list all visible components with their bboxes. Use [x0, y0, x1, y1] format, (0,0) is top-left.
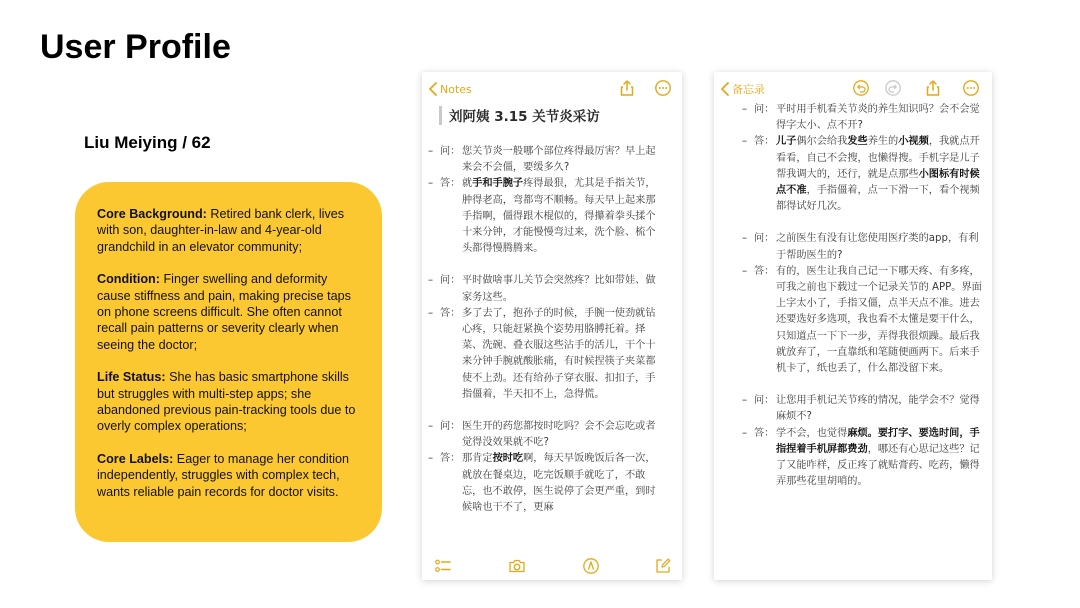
qa-block	[422, 144, 658, 257]
body-text: 平时做啥事儿关节会突然疼？比如带娃、做家务这些。	[462, 275, 656, 303]
more-icon[interactable]	[654, 79, 672, 97]
answer-line	[736, 264, 984, 377]
more-icon[interactable]	[962, 79, 980, 97]
section-text: Finger swelling and deformity cause stiffness and pain, making precise taps on phone screens difficult. She often cannot recall pain patterns or severity clearly when seeing the doctor;	[97, 272, 351, 352]
qa-label: 问：	[440, 146, 461, 157]
note-body[interactable]	[422, 144, 658, 516]
body-text: 之前医生有没有让您使用医疗类的app，有利于帮助医生的?	[776, 233, 979, 261]
body-text: 偶尔会给我	[796, 136, 848, 148]
section-label: Core Labels:	[97, 452, 174, 467]
bullet-dash: –	[428, 146, 434, 157]
notes-screen-right	[714, 72, 992, 580]
section-label: Condition:	[97, 272, 160, 287]
body-text: 有的，医生让我自己记一下哪天疼、有多疼，可我之前也下载过一个记录关节的 APP。界面上字太小了，手指又僵，点半天点不准。进去还要选好多选项，我也看不太懂是要干什么，只知道点一下下一步，弄得我很烦躁。最后我就放弃了，一直靠纸和笔随便画两下。后来手机卡了，纸也丢了，什么都没留下来。	[776, 265, 982, 375]
page-title: User Profile	[40, 28, 231, 66]
question-line	[736, 102, 984, 134]
body-text: ，我就点开看看，自己不会搜，也懒得搜。手机字是儿子帮我调大的，还行，就是点那些	[776, 136, 980, 180]
bullet-dash: –	[428, 421, 434, 433]
chevron-left-icon	[720, 82, 730, 96]
checklist-icon[interactable]	[434, 557, 452, 575]
persona-name: Liu Meiying / 62	[84, 133, 211, 152]
question-line	[736, 231, 984, 263]
note-body[interactable]	[736, 102, 984, 490]
emphasis-text: 发些	[847, 136, 868, 148]
qa-label: 答：	[754, 265, 775, 277]
compose-icon[interactable]	[654, 557, 672, 575]
back-button[interactable]	[428, 80, 472, 98]
redo-icon[interactable]	[884, 79, 902, 97]
qa-block	[422, 273, 658, 403]
qa-block	[736, 102, 984, 215]
emphasis-text: 麻烦。要打字、要选时间，手指捏着手机屏都费劲	[776, 427, 980, 455]
note-title: 刘阿姨 3.15 关节炎采访	[449, 109, 600, 125]
emphasis-text: 按时吃	[492, 453, 524, 465]
answer-line	[736, 426, 984, 491]
body-text: 疼得最狠，尤其是手指关节，肿得老高，弯都弯不顺畅。每天早上起来那手指啊，僵得跟木棍似的，得攥着拳头揉个十来分钟，才能慢慢弯过来，洗个脸、梳个头都得慢腾腾来。	[462, 178, 656, 255]
qa-block	[736, 231, 984, 377]
bullet-dash: –	[428, 178, 434, 190]
question-line	[422, 144, 658, 176]
bullet-dash: –	[428, 275, 434, 287]
back-button[interactable]	[720, 80, 765, 98]
qa-label: 答：	[754, 427, 775, 439]
qa-label: 问：	[754, 104, 775, 115]
body-text: 那肯定	[462, 453, 493, 465]
emphasis-text: 儿子	[776, 136, 797, 148]
qa-block	[422, 419, 658, 516]
profile-section-background	[97, 206, 362, 255]
profile-section-core-labels	[97, 451, 362, 500]
bullet-dash: –	[428, 453, 434, 465]
bullet-dash: –	[742, 427, 748, 439]
answer-line	[422, 306, 658, 403]
back-label: 备忘录	[732, 83, 765, 96]
body-text: 养生的	[867, 136, 899, 148]
camera-icon[interactable]	[508, 557, 526, 575]
bullet-dash: –	[742, 104, 748, 115]
bullet-dash: –	[428, 307, 434, 319]
qa-label: 问：	[440, 275, 461, 287]
body-text: 学不会，也觉得	[776, 427, 848, 439]
body-text: ，哪还有心思记这些？记了又能咋样，反正疼了就贴膏药、吃药，懒得弄那些花里胡哨的。	[776, 443, 980, 488]
bullet-dash: –	[742, 233, 748, 245]
bullet-dash: –	[742, 265, 748, 277]
profile-section-life-status	[97, 369, 362, 434]
note-title-bar	[439, 106, 600, 125]
qa-label: 问：	[440, 421, 461, 433]
qa-label: 问：	[754, 395, 775, 407]
section-label: Core Background:	[97, 207, 207, 221]
section-text: Eager to manage her condition independently, struggles with complex tech, wants reliable pain records for doctor visits.	[97, 452, 350, 499]
profile-section-condition	[97, 271, 362, 352]
question-line	[736, 393, 984, 425]
body-text: 啊，每天早饭晚饭后各一次，就放在餐桌边，吃完饭顺手就吃了，不敢忘，也不敢停，医生说停了会更严重，到时候啥也干不了，更麻	[462, 453, 656, 514]
body-text: 医生开的药您都按时吃吗？会不会忘吃或者觉得没效果就不吃?	[462, 421, 656, 449]
emphasis-text: 小视频	[898, 136, 929, 148]
emphasis-text: 小图标有时候点不准	[776, 168, 980, 197]
qa-label: 问：	[754, 233, 775, 245]
bullet-dash: –	[742, 136, 748, 148]
qa-label: 答：	[440, 307, 461, 319]
body-text: ，手指僵着，点一下滑一下，看个视频都得试好几次。	[776, 185, 980, 213]
notes-screen-left	[422, 72, 682, 580]
answer-line	[422, 176, 658, 257]
section-text: She has basic smartphone skills but struggles with multi-step apps; she abandoned previous pain-tracking tools due to overly complex operations;	[97, 370, 356, 434]
qa-label: 答：	[440, 178, 461, 190]
chevron-left-icon	[428, 82, 438, 96]
body-text: 让您用手机记关节疼的情况，能学会不？觉得麻烦不?	[776, 395, 980, 423]
question-line	[422, 419, 658, 451]
body-text: 就	[462, 178, 473, 190]
question-line	[422, 273, 658, 305]
section-label: Life Status:	[97, 370, 166, 385]
qa-label: 答：	[754, 136, 775, 148]
section-text: Retired bank clerk, lives with son, daughter-in-law and 4-year-old grandchild in an elevator community;	[97, 207, 345, 254]
answer-line	[422, 451, 658, 516]
profile-card	[75, 182, 382, 542]
undo-icon[interactable]	[852, 79, 870, 97]
qa-block	[736, 393, 984, 490]
body-text: 多了去了，抱孙子的时候，手腕一使劲就钻心疼，只能赶紧换个姿势用胳膊托着。择菜、洗碗、叠衣服这些沾手的活儿，干个十来分钟手腕就酸胀痛，有时候捏筷子夹菜都使不上劲。还有给孙子穿衣服、扣扣子，手指僵着，半天扣不上，急得慌。	[462, 307, 656, 400]
notes-nav-bar	[714, 72, 992, 104]
body-text: 平时用手机看关节炎的养生知识吗？会不会觉得字太小、点不开?	[776, 104, 980, 132]
share-icon[interactable]	[618, 79, 636, 97]
share-icon[interactable]	[924, 79, 942, 97]
body-text: 您关节炎一般哪个部位疼得最厉害？早上起来会不会僵，要缓多久?	[462, 146, 656, 174]
answer-line	[736, 134, 984, 215]
emphasis-text: 手和手腕子	[472, 178, 524, 190]
bullet-dash: –	[742, 395, 748, 407]
markup-icon[interactable]	[582, 557, 600, 575]
back-label: Notes	[440, 82, 472, 96]
notes-toolbar	[422, 552, 682, 580]
notes-nav-bar	[422, 72, 682, 104]
qa-label: 答：	[440, 453, 461, 465]
